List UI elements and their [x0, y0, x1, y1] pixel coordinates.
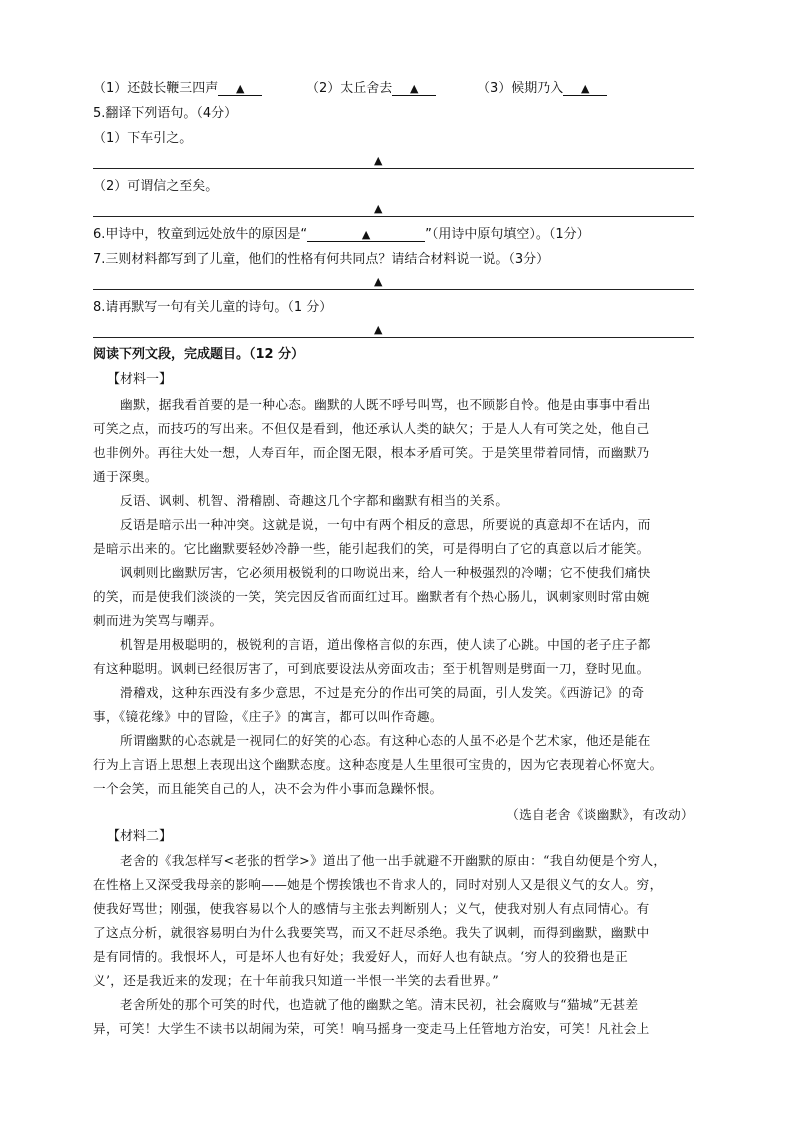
m1-line: 刺而进为笑骂与嘲弄。	[93, 613, 223, 628]
m1-line: 事，《镜花缘》中的冒险，《庄子》的寓言，都可以叫作奇趣。	[93, 709, 443, 724]
m1-source: （选自老舍《谈幽默》，有改动）	[506, 807, 694, 822]
triangle-marker: ▲	[361, 228, 371, 241]
answer-blank[interactable]	[218, 80, 262, 96]
q5-title: 5.翻译下列语句。（4分）	[93, 106, 238, 121]
triangle-marker: ▲	[374, 154, 383, 167]
m2-line: 义’，还是我近来的发现；在十年前我只知道一半恨一半笑的去看世界。”	[93, 973, 500, 988]
m2-line: 了这点分析，就很容易明白为什么我要笑骂，而又不赶尽杀绝。我失了讽刺，而得到幽默，幽默中	[93, 925, 650, 940]
answer-line[interactable]	[93, 168, 694, 169]
m1-line: 机智是用极聪明的，极锐利的言语，道出像格言似的东西，使人读了心跳。中国的老子庄子都	[120, 637, 651, 652]
m2-line: 在性格上又深受我母亲的影响——她是个愣挨饿也不肯求人的，同时对别人又是很义气的女人。穷，	[93, 877, 663, 892]
m1-line: 可笑之点，而技巧的写出来。不但仅是看到，他还承认人类的缺欠；于是人人有可笑之处，他自己	[93, 421, 650, 436]
m2-line: 异，可笑！大学生不读书以胡闹为荣，可笑！响马摇身一变走马上任管地方治安，可笑！凡社会上	[93, 1021, 650, 1036]
q4-item-1-text: （1）还鼓长鞭三四声	[93, 81, 219, 96]
m1-line: 滑稽戏，这种东西没有多少意思，不过是充分的作出可笑的局面，引人发笑。《西游记》的奇	[120, 685, 645, 700]
answer-line[interactable]	[93, 289, 694, 290]
material-2-label: 【材料二】	[107, 829, 173, 844]
triangle-marker: ▲	[374, 323, 383, 336]
q6-question	[93, 226, 590, 244]
q4-item-2	[306, 80, 436, 98]
section-title: 阅读下列文段，完成题目。（12 分）	[93, 347, 305, 362]
q4-item-2-text: （2）太丘舍去	[306, 81, 393, 96]
m1-line: 是暗示出来的。它比幽默要轻妙冷静一些，能引起我们的笑，可是得明白了它的真意以后才能笑。	[93, 541, 650, 556]
m1-line: 通于深奥。	[93, 469, 158, 484]
answer-line[interactable]	[93, 216, 694, 217]
m2-line: 老舍所处的那个可笑的时代，也造就了他的幽默之笔。清末民初，社会腐败与“猫城”无甚差	[120, 997, 639, 1012]
m1-line: 反语是暗示出一种冲突。这就是说，一句中有两个相反的意思，所要说的真意却不在话内，而	[120, 517, 651, 532]
q5-sub2: （2）可谓信之至矣。	[93, 179, 219, 194]
m2-line: 使我好骂世；刚强，使我容易以个人的感情与主张去判断别人；义气，使我对别人有点同情心。有	[93, 901, 650, 916]
m1-line: 讽刺则比幽默厉害，它必须用极锐利的口吻说出来，给人一种极强烈的冷嘲；它不使我们痛快	[120, 565, 651, 580]
q4-item-3-text: （3）候期乃入	[477, 81, 564, 96]
m1-line: 的笑，而是使我们淡淡的一笑，笑完因反省而面红过耳。幽默者有个热心肠儿，讽刺家则时常由婉	[93, 589, 650, 604]
q6-prefix: 6.甲诗中，牧童到远处放牛的原因是“	[93, 227, 308, 242]
triangle-marker: ▲	[410, 82, 419, 95]
answer-blank[interactable]	[392, 80, 436, 96]
q8-question: 8.请再默写一句有关儿童的诗句。（1 分）	[93, 300, 333, 315]
m1-line: 也非例外。再往大处一想，人寿百年，而企图无限，根本矛盾可笑。于是笑里带着同情，而幽默乃	[93, 445, 650, 460]
triangle-marker: ▲	[581, 82, 590, 95]
answer-blank[interactable]	[563, 80, 607, 96]
m1-line: 所谓幽默的心态就是一视同仁的好笑的心态。有这种心态的人虽不必是个艺术家，他还是能在	[120, 733, 651, 748]
q5-sub1: （1）下车引之。	[93, 131, 193, 146]
answer-blank[interactable]	[307, 226, 425, 242]
m2-line: 老舍的《我怎样写<老张的哲学>》道出了他一出手就避不开幽默的原由：“我自幼便是个穷人，	[120, 853, 667, 868]
triangle-marker: ▲	[236, 82, 245, 95]
q6-suffix: ”（用诗中原句填空）。（1分）	[425, 227, 590, 242]
m2-line: 是有同情的。我恨坏人，可是坏人也有好处；我爱好人，而好人也有缺点。‘穷人的狡猾也是正	[93, 949, 629, 964]
q4-item-1	[93, 80, 262, 98]
m1-line: 幽默，据我看首要的是一种心态。幽默的人既不呼号叫骂，也不顾影自怜。他是由事事中看出	[120, 397, 651, 412]
m1-line: 一个会笑，而且能笑自己的人，决不会为件小事而急躁怀恨。	[93, 781, 443, 796]
q7-question: 7.三则材料都写到了儿童，他们的性格有何共同点？请结合材料说一说。（3分）	[93, 252, 550, 267]
m1-line: 有这种聪明。讽刺已经很厉害了，可到底要设法从旁面攻击；至于机智则是劈面一刀，登时见血。	[93, 661, 650, 676]
triangle-marker: ▲	[374, 202, 383, 215]
material-1-label: 【材料一】	[107, 372, 173, 387]
m1-line: 反语、讽刺、机智、滑稽剧、奇趣这几个字都和幽默有相当的关系。	[120, 493, 509, 508]
answer-line[interactable]	[93, 337, 694, 338]
triangle-marker: ▲	[374, 275, 383, 288]
q4-item-3	[477, 80, 607, 98]
m1-line: 行为上言语上思想上表现出这个幽默态度。这种态度是人生里很可宝贵的，因为它表现着心怀宽大。	[93, 757, 663, 772]
